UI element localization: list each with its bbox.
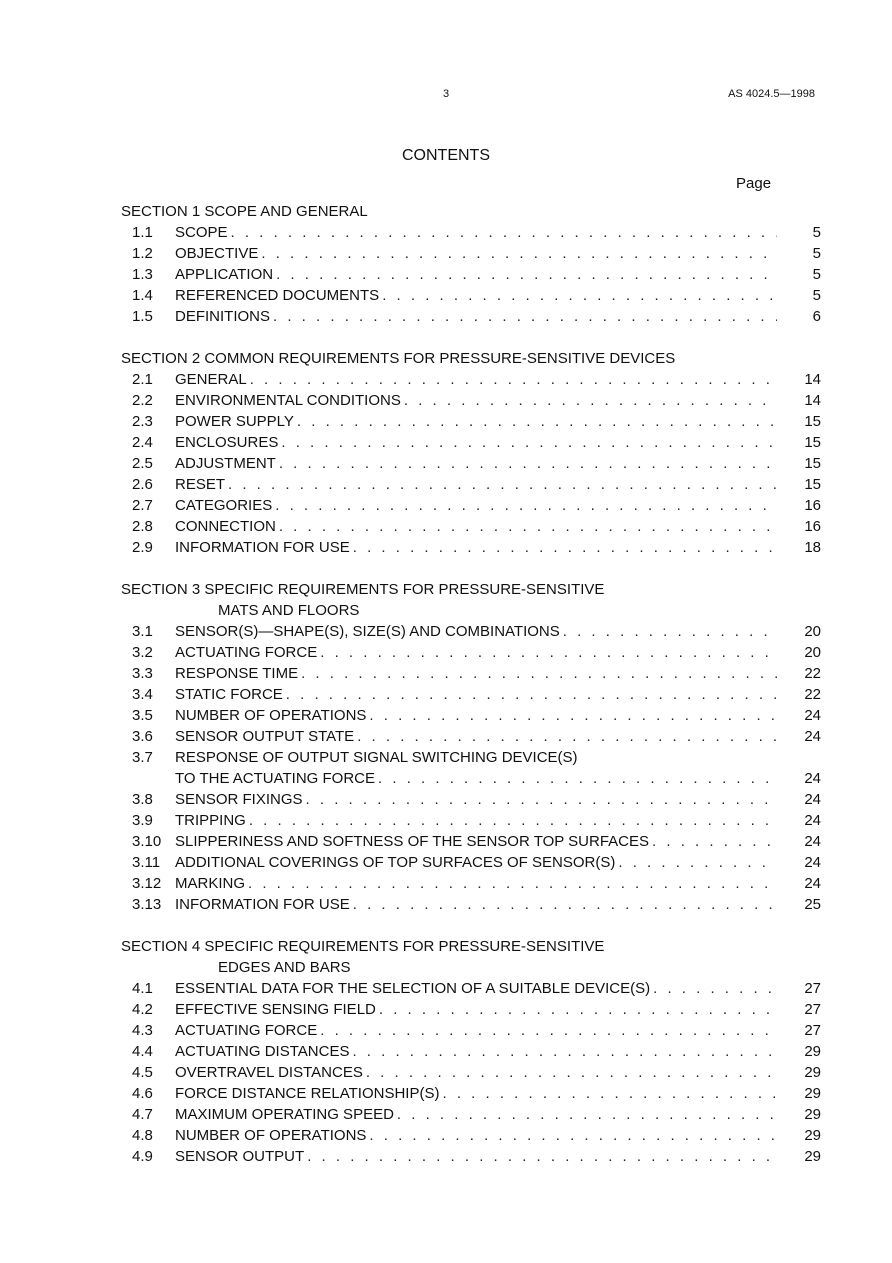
- entry-page: 27: [804, 980, 821, 997]
- entry-page: 15: [804, 455, 821, 472]
- entry-page: 24: [804, 707, 821, 724]
- entry-title: SCOPE: [175, 224, 228, 241]
- toc-entry[interactable]: [121, 831, 821, 852]
- entry-number: 3.7: [132, 749, 153, 766]
- entry-title: GENERAL: [175, 371, 247, 388]
- dot-leader: [301, 663, 777, 684]
- dot-leader: [276, 264, 777, 285]
- entry-page: 14: [804, 371, 821, 388]
- entry-number: 3.12: [132, 875, 162, 892]
- entry-number: 2.2: [132, 392, 153, 409]
- entry-number: 3.5: [132, 707, 153, 724]
- entry-title: TRIPPING: [175, 812, 246, 829]
- entry-page: 6: [812, 308, 821, 325]
- dot-leader: [352, 1041, 777, 1062]
- entry-number: 2.6: [132, 476, 153, 493]
- dot-leader: [306, 789, 777, 810]
- entry-page: 16: [804, 518, 821, 535]
- entry-number: 4.3: [132, 1022, 153, 1039]
- entry-page: 29: [804, 1043, 821, 1060]
- toc-entry[interactable]: [121, 1104, 821, 1125]
- dot-leader: [357, 726, 777, 747]
- toc-entry[interactable]: [121, 285, 821, 306]
- entry-title: MAXIMUM OPERATING SPEED: [175, 1106, 394, 1123]
- toc-entry[interactable]: [121, 1125, 821, 1146]
- page-column-label: Page: [736, 175, 772, 192]
- toc-entry[interactable]: [121, 978, 821, 999]
- toc-entry[interactable]: [121, 306, 821, 327]
- entry-page: 5: [812, 287, 821, 304]
- entry-title: ACTUATING FORCE: [175, 644, 318, 661]
- entry-page: 24: [804, 812, 821, 829]
- contents-title: CONTENTS: [402, 147, 490, 164]
- entry-page: 20: [804, 644, 821, 661]
- dot-leader: [397, 1104, 777, 1125]
- entry-number: 3.10: [132, 833, 162, 850]
- dot-leader: [366, 1062, 777, 1083]
- toc-section-4: [121, 936, 821, 1167]
- toc-section-2: [121, 348, 821, 558]
- toc-entry[interactable]: [121, 873, 821, 894]
- entry-page: 27: [804, 1022, 821, 1039]
- entry-title: RESET: [175, 476, 226, 493]
- entry-title: EFFECTIVE SENSING FIELD: [175, 1001, 376, 1018]
- dot-leader: [249, 810, 777, 831]
- entry-title: INFORMATION FOR USE: [175, 896, 350, 913]
- entry-number: 4.6: [132, 1085, 153, 1102]
- section-heading: [121, 936, 821, 978]
- dot-leader: [286, 684, 777, 705]
- section-heading: [121, 201, 821, 222]
- toc-entry[interactable]: [121, 1146, 821, 1167]
- toc-entry[interactable]: [121, 1062, 821, 1083]
- dot-leader: [369, 705, 777, 726]
- entry-number: 2.3: [132, 413, 153, 430]
- dot-leader: [279, 516, 777, 537]
- entry-title: NUMBER OF OPERATIONS: [175, 1127, 367, 1144]
- entry-title: SENSOR FIXINGS: [175, 791, 303, 808]
- entry-number: 3.1: [132, 623, 153, 640]
- entry-title: SENSOR OUTPUT STATE: [175, 728, 355, 745]
- entry-title: ACTUATING DISTANCES: [175, 1043, 350, 1060]
- entry-number: 3.9: [132, 812, 153, 829]
- toc-entry[interactable]: [121, 684, 821, 705]
- entry-title: SLIPPERINESS AND SOFTNESS OF THE SENSOR TOP SURFACES: [175, 833, 650, 850]
- entry-title: ENCLOSURES: [175, 434, 279, 451]
- entry-page: 15: [804, 413, 821, 430]
- entry-number: 3.11: [132, 854, 161, 871]
- toc-entry[interactable]: [121, 852, 821, 873]
- entry-title: OVERTRAVEL DISTANCES: [175, 1064, 363, 1081]
- toc-entry[interactable]: [121, 726, 821, 747]
- dot-leader: [231, 222, 777, 243]
- entry-title: RESPONSE TIME: [175, 665, 299, 682]
- toc-section-1: [121, 201, 821, 327]
- entry-number: 1.2: [132, 245, 153, 262]
- dot-leader: [261, 243, 777, 264]
- entry-title: POWER SUPPLY: [175, 413, 294, 430]
- toc-entry[interactable]: [121, 1020, 821, 1041]
- dot-leader: [320, 642, 777, 663]
- entry-page: 24: [804, 875, 821, 892]
- entry-number: 1.1: [132, 224, 153, 241]
- entry-number: 2.8: [132, 518, 153, 535]
- toc-entry[interactable]: [121, 642, 821, 663]
- entry-page: 29: [804, 1064, 821, 1081]
- toc-entry[interactable]: [121, 243, 821, 264]
- toc-entry[interactable]: [121, 390, 821, 411]
- entry-number: 1.4: [132, 287, 153, 304]
- entry-page: 15: [804, 434, 821, 451]
- entry-page: 14: [804, 392, 821, 409]
- toc-entry[interactable]: [121, 789, 821, 810]
- toc-entry[interactable]: [121, 432, 821, 453]
- entry-page: 29: [804, 1085, 821, 1102]
- toc-entry[interactable]: [121, 894, 821, 915]
- toc-entry[interactable]: [121, 264, 821, 285]
- dot-leader: [353, 894, 777, 915]
- entry-page: 24: [804, 854, 821, 871]
- entry-title: MARKING: [175, 875, 246, 892]
- entry-title: ADDITIONAL COVERINGS OF TOP SURFACES OF SENSOR(S): [175, 854, 616, 871]
- entry-title: DEFINITIONS: [175, 308, 271, 325]
- toc-entry[interactable]: [121, 747, 821, 768]
- dot-leader: [250, 369, 777, 390]
- dot-leader: [353, 537, 777, 558]
- entry-page: 29: [804, 1106, 821, 1123]
- entry-page: 22: [804, 665, 821, 682]
- entry-number: 3.3: [132, 665, 153, 682]
- entry-page: 24: [804, 770, 821, 787]
- entry-number: 1.5: [132, 308, 153, 325]
- entry-number: 1.3: [132, 266, 153, 283]
- toc-entry[interactable]: [121, 1041, 821, 1062]
- dot-leader: [563, 621, 777, 642]
- toc-entry[interactable]: [121, 621, 821, 642]
- entry-title: ACTUATING FORCE: [175, 1022, 318, 1039]
- entry-title: TO THE ACTUATING FORCE: [175, 770, 376, 787]
- entry-title: OBJECTIVE: [175, 245, 259, 262]
- entry-page: 5: [812, 266, 821, 283]
- entry-number: 2.5: [132, 455, 153, 472]
- section-heading-line2: MATS AND FLOORS: [218, 602, 360, 619]
- dot-leader: [228, 474, 777, 495]
- entry-number: 4.9: [132, 1148, 153, 1165]
- toc-entry[interactable]: [121, 1083, 821, 1104]
- document-id: AS 4024.5—1998: [728, 88, 815, 100]
- entry-title: ENVIRONMENTAL CONDITIONS: [175, 392, 401, 409]
- entry-page: 5: [812, 245, 821, 262]
- dot-leader: [404, 390, 777, 411]
- entry-number: 3.2: [132, 644, 153, 661]
- section-heading-line1: SECTION 4 SPECIFIC REQUIREMENTS FOR PRESSURE-SENSITIVE: [121, 938, 605, 955]
- toc-entry[interactable]: [121, 495, 821, 516]
- entry-page: 27: [804, 1001, 821, 1018]
- entry-title: STATIC FORCE: [175, 686, 283, 703]
- dot-leader: [281, 432, 777, 453]
- entry-number: 3.6: [132, 728, 153, 745]
- entry-number: 4.4: [132, 1043, 153, 1060]
- entry-page: 20: [804, 623, 821, 640]
- entry-title: RESPONSE OF OUTPUT SIGNAL SWITCHING DEVICE(S): [175, 749, 578, 766]
- entry-number: 2.7: [132, 497, 153, 514]
- dot-leader: [275, 495, 777, 516]
- entry-title: SENSOR OUTPUT: [175, 1148, 305, 1165]
- toc-entry[interactable]: [121, 411, 821, 432]
- entry-title: INFORMATION FOR USE: [175, 539, 350, 556]
- section-heading-line1: SECTION 2 COMMON REQUIREMENTS FOR PRESSURE-SENSITIVE DEVICES: [121, 350, 676, 367]
- toc-section-3: [121, 579, 821, 915]
- entry-page: 16: [804, 497, 821, 514]
- toc-entry[interactable]: [121, 474, 821, 495]
- page-number: 3: [442, 88, 450, 100]
- toc-entry[interactable]: [121, 453, 821, 474]
- entry-title: APPLICATION: [175, 266, 274, 283]
- section-heading: [121, 348, 821, 369]
- entry-number: 4.2: [132, 1001, 153, 1018]
- dot-leader: [382, 285, 777, 306]
- entry-number: 3.8: [132, 791, 153, 808]
- entry-title: ESSENTIAL DATA FOR THE SELECTION OF A SUITABLE DEVICE(S): [175, 980, 651, 997]
- toc-entry[interactable]: [121, 768, 821, 789]
- entry-title: FORCE DISTANCE RELATIONSHIP(S): [175, 1085, 440, 1102]
- dot-leader: [320, 1020, 777, 1041]
- toc-entry[interactable]: [121, 705, 821, 726]
- entry-number: 2.1: [132, 371, 153, 388]
- entry-page: 22: [804, 686, 821, 703]
- toc-entry[interactable]: [121, 999, 821, 1020]
- entry-number: 2.9: [132, 539, 153, 556]
- toc-entry[interactable]: [121, 537, 821, 558]
- entry-page: 29: [804, 1148, 821, 1165]
- entry-number: 3.4: [132, 686, 153, 703]
- dot-leader: [297, 411, 777, 432]
- entry-page: 24: [804, 833, 821, 850]
- entry-number: 4.1: [132, 980, 153, 997]
- toc-entry[interactable]: [121, 222, 821, 243]
- entry-title: REFERENCED DOCUMENTS: [175, 287, 380, 304]
- dot-leader: [652, 831, 777, 852]
- entry-number: 2.4: [132, 434, 153, 451]
- dot-leader: [653, 978, 777, 999]
- dot-leader: [442, 1083, 777, 1104]
- dot-leader: [618, 852, 777, 873]
- section-heading-line2: EDGES AND BARS: [218, 959, 351, 976]
- entry-page: 29: [804, 1127, 821, 1144]
- entry-page: 18: [804, 539, 821, 556]
- section-heading-line1: SECTION 1 SCOPE AND GENERAL: [121, 203, 368, 220]
- entry-title: CATEGORIES: [175, 497, 273, 514]
- toc-entry[interactable]: [121, 663, 821, 684]
- dot-leader: [378, 768, 777, 789]
- entry-page: 25: [804, 896, 821, 913]
- entry-title: CONNECTION: [175, 518, 276, 535]
- entry-number: 4.8: [132, 1127, 153, 1144]
- section-heading: [121, 579, 821, 621]
- toc-entry[interactable]: [121, 516, 821, 537]
- toc-entry[interactable]: [121, 810, 821, 831]
- section-heading-line1: SECTION 3 SPECIFIC REQUIREMENTS FOR PRESSURE-SENSITIVE: [121, 581, 605, 598]
- entry-number: 3.13: [132, 896, 162, 913]
- entry-title: NUMBER OF OPERATIONS: [175, 707, 367, 724]
- dot-leader: [273, 306, 777, 327]
- toc-entry[interactable]: [121, 369, 821, 390]
- dot-leader: [369, 1125, 777, 1146]
- dot-leader: [307, 1146, 777, 1167]
- table-of-contents: [121, 201, 821, 1188]
- entry-page: 24: [804, 728, 821, 745]
- dot-leader: [248, 873, 777, 894]
- entry-page: 15: [804, 476, 821, 493]
- dot-leader: [279, 453, 777, 474]
- entry-number: 4.7: [132, 1106, 153, 1123]
- dot-leader: [379, 999, 777, 1020]
- entry-page: 5: [812, 224, 821, 241]
- entry-title: ADJUSTMENT: [175, 455, 276, 472]
- entry-number: 4.5: [132, 1064, 153, 1081]
- entry-page: 24: [804, 791, 821, 808]
- entry-title: SENSOR(S)—SHAPE(S), SIZE(S) AND COMBINATIONS: [175, 623, 560, 640]
